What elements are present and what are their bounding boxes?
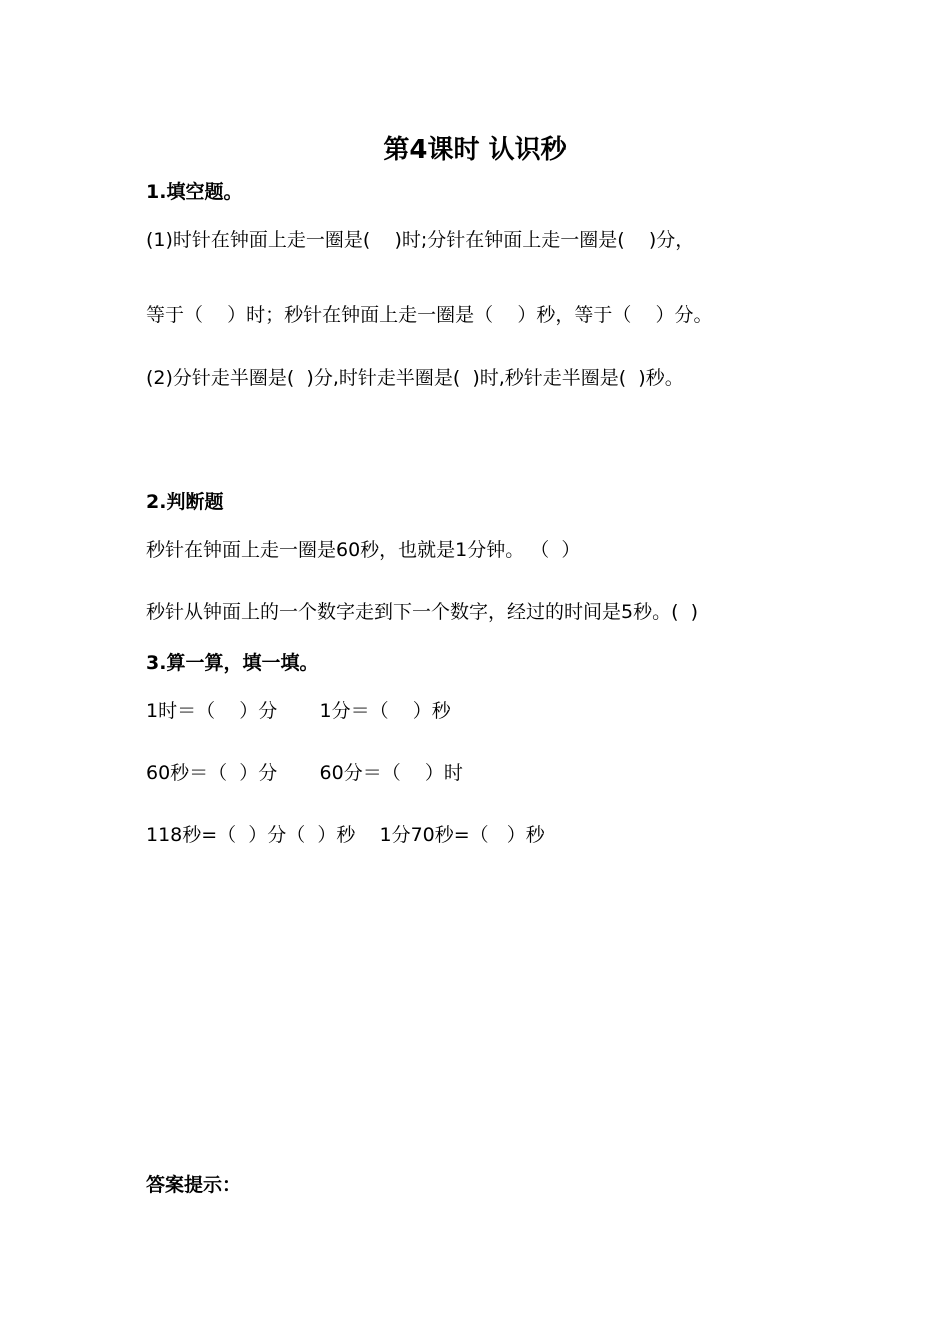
answer-heading: 答案提示： [146,1174,242,1196]
section3-heading: 3.算一算，填一填。 [146,652,319,674]
calc-line-2: 60秒＝（ ）分 60分＝（ ）时 [146,762,463,784]
fill-blank-line-3: (2)分针走半圈是( )分,时针走半圈是( )时,秒针走半圈是( )秒。 [146,367,684,389]
fill-blank-line-1: (1)时针在钟面上走一圈是( )时;分针在钟面上走一圈是( )分， [146,229,695,251]
section2-heading: 2.判断题 [146,491,224,513]
calc-line-1: 1时＝（ ）分 1分＝（ ）秒 [146,700,451,722]
judge-line-1: 秒针在钟面上走一圈是60秒，也就是1分钟。 （ ） [146,539,581,561]
section1-heading: 1.填空题。 [146,181,243,203]
judge-line-2: 秒针从钟面上的一个数字走到下一个数字，经过的时间是5秒。( ) [146,601,698,623]
fill-blank-line-2: 等于（ ）时；秒针在钟面上走一圈是（ ）秒，等于（ ）分。 [146,304,713,326]
page-title: 第4课时 认识秒 [383,135,567,165]
calc-line-3: 118秒=（ ）分（ ）秒 1分70秒=（ ）秒 [146,824,545,846]
